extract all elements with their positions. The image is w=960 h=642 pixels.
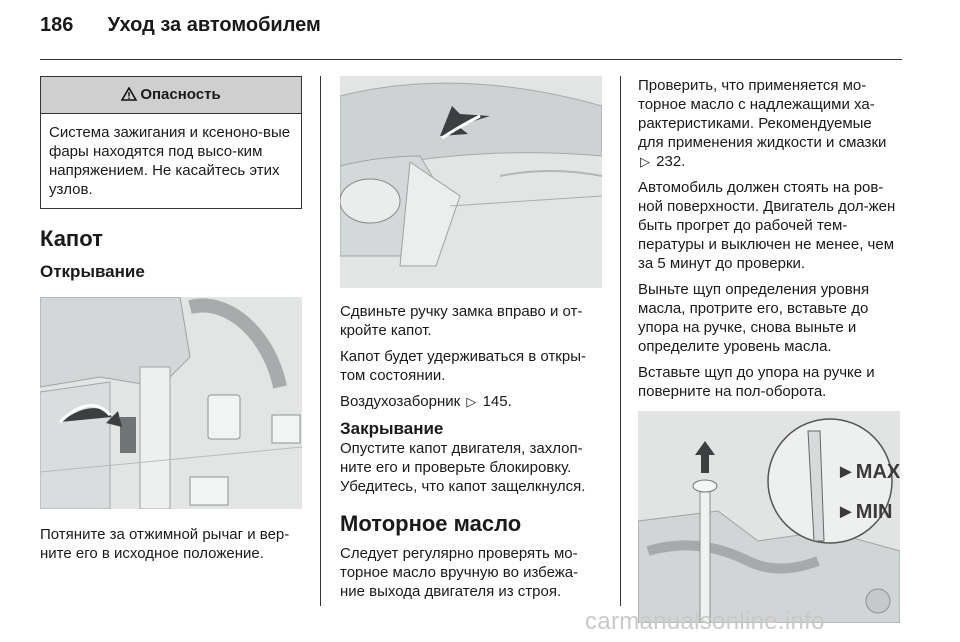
air-intake-label: Воздухозаборник	[340, 393, 461, 410]
page-number: 186	[40, 14, 74, 36]
column-divider-right	[620, 76, 621, 606]
column-left	[40, 76, 302, 570]
oil-check-text	[638, 76, 900, 171]
hood-hold-text: Капот будет удерживаться в откры-том состоянии.	[340, 348, 586, 384]
max-mark-label: ►MAX	[836, 461, 900, 483]
closing-text: Опустите капот двигателя, захлоп-ните его и проверьте блокировку. Убедитесь, что капот защелкнулся.	[340, 440, 586, 495]
warning-box	[40, 76, 302, 209]
warning-text: Система зажигания и ксеноно-вые фары находятся под высо-ким напряжением. Не касайтесь этих узлов.	[49, 124, 291, 198]
move-latch-text: Сдвиньте ручку замка вправо и от-кройте капот.	[340, 303, 583, 339]
oil-level-conditions-text: Автомобиль должен стоять на ров-ной поверхности. Двигатель дол-жен быть прогрет до рабочей тем-пературы и выключен не менее, чем за 5 минут до проверки.	[638, 179, 896, 272]
oil-check-page-ref: 232.	[656, 153, 686, 170]
dipstick-text: Выньте щуп определения уровня масла, протрите его, вставьте до упора на ручке, снова выньте и определите уровень масла.	[638, 281, 870, 355]
page-reference-icon: ▷	[466, 394, 477, 409]
warning-title: Опасность	[140, 86, 221, 103]
dipstick-illustration	[638, 411, 900, 623]
page-header	[40, 14, 321, 37]
oil-check-body: Проверить, что применяется мо-торное масло с надлежащими ха-рактеристиками. Рекомендуемые для применения жидкости и смазки	[638, 77, 887, 151]
column-middle	[340, 76, 602, 608]
column-divider	[320, 76, 321, 606]
hood-heading: Капот	[40, 226, 103, 251]
header-rule	[40, 59, 902, 60]
closing-heading: Закрывание	[340, 419, 444, 438]
engine-oil-heading: Моторное масло	[340, 511, 522, 536]
pull-lever-text: Потяните за отжимной рычаг и вер-ните его в исходное положение.	[40, 526, 290, 562]
air-intake-text	[340, 392, 602, 411]
column-right	[638, 76, 900, 623]
opening-heading: Открывание	[40, 262, 145, 281]
hood-opening-illustration	[340, 76, 602, 288]
page-title: Уход за автомобилем	[107, 14, 321, 36]
air-intake-page-ref: 145.	[482, 393, 512, 410]
warning-triangle-icon	[121, 87, 137, 101]
oil-intro-text: Следует регулярно проверять мо-торное масло вручную во избежа-ние выхода двигателя из строя.	[340, 545, 579, 600]
insert-dipstick-text: Вставьте щуп до упора на ручке и поверните на пол-оборота.	[638, 364, 875, 400]
min-mark-label: ►MIN	[836, 501, 893, 523]
hood-release-lever-illustration	[40, 297, 302, 509]
page-reference-icon: ▷	[640, 154, 650, 169]
watermark: carmanualsonline.info	[585, 608, 825, 635]
warning-header	[41, 77, 301, 114]
